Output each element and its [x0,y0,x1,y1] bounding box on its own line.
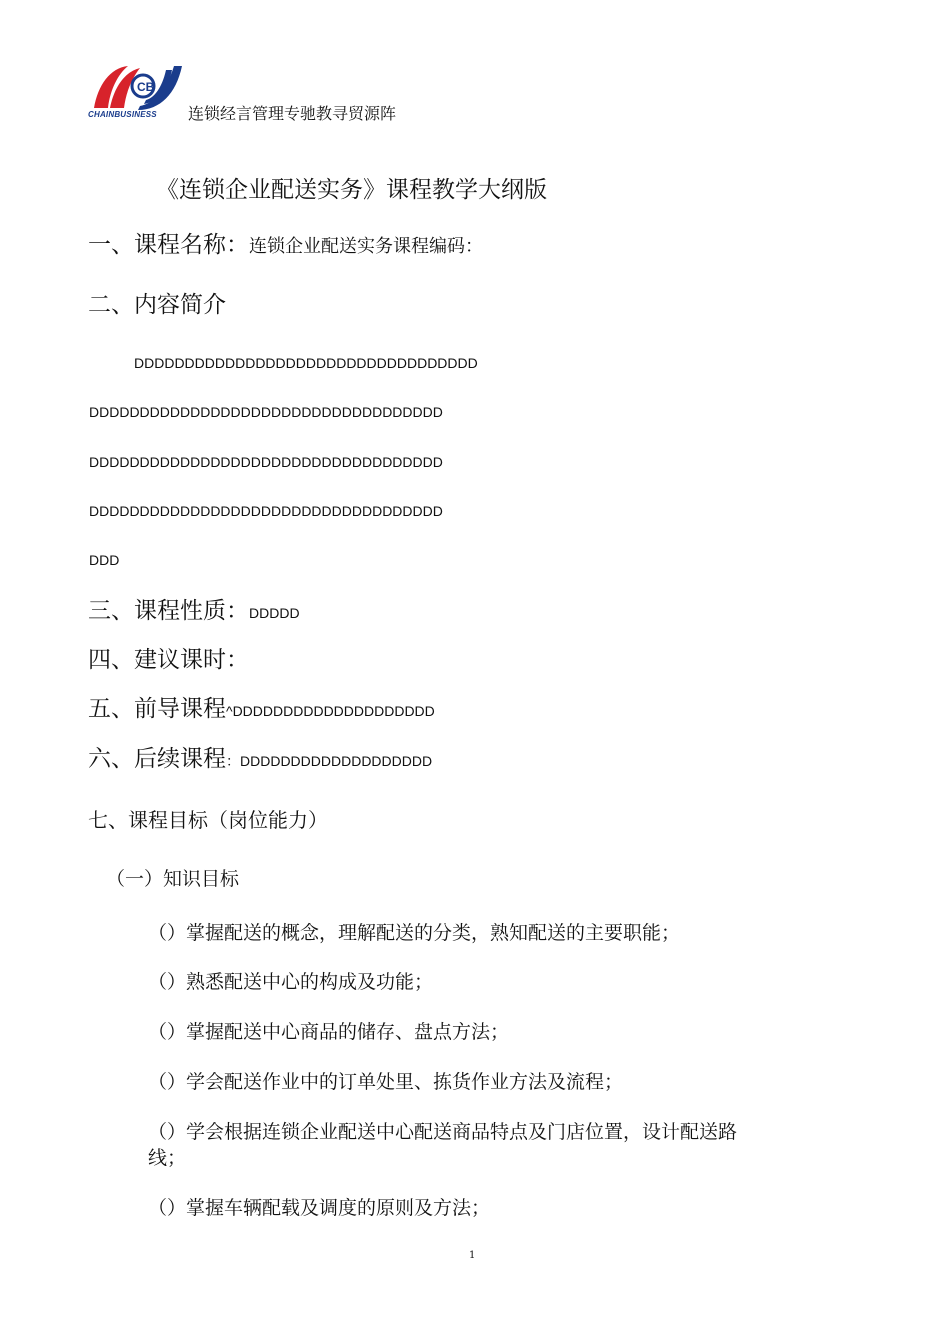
section-5-label: 五、前导课程 [88,696,226,722]
chainbusiness-logo [88,60,188,122]
section-7-heading: 七、课程目标（岗位能力） [88,808,328,832]
goal-item-5: （）学会根据连锁企业配送中心配送商品特点及门店位置，设计配送路 [148,1121,738,1143]
intro-line-5: DDD [89,552,120,568]
goal-item-3: （）掌握配送中心商品的储存、盘点方法； [148,1021,510,1043]
section-3-label: 三、课程性质： [88,598,249,624]
page-number: 1 [469,1250,476,1261]
section-4-heading: 四、建议课时： [88,647,249,673]
section-6-label: 六、后续课程 [88,746,226,772]
intro-line-2: DDDDDDDDDDDDDDDDDDDDDDDDDDDDDDDDDDD [89,404,443,420]
intro-line-1: DDDDDDDDDDDDDDDDDDDDDDDDDDDDDDDDDD [134,355,478,371]
logo-text: CHAINBUSINESS [88,110,157,119]
goal-item-2: （）熟悉配送中心的构成及功能； [148,971,434,993]
section-1-value: 连锁企业配送实务课程编码： [249,236,483,257]
document-title: 《连锁企业配送实务》课程教学大纲版 [156,177,547,203]
section-5-heading [88,690,435,723]
header-org-text: 连锁经言管理专驰教寻贸源阵 [188,104,397,123]
section-6-heading [88,740,432,773]
section-6-value: ：DDDDDDDDDDDDDDDDDDD [226,753,433,769]
goal-item-6: （）掌握车辆配载及调度的原则及方法； [148,1197,491,1219]
goal-item-1: （）掌握配送的概念，理解配送的分类，熟知配送的主要职能； [148,922,681,944]
intro-line-4: DDDDDDDDDDDDDDDDDDDDDDDDDDDDDDDDDDD [89,503,443,519]
knowledge-goals-heading: （一）知识目标 [106,868,240,890]
svg-text:CB: CB [137,80,155,94]
section-2-heading: 二、内容简介 [88,292,226,318]
section-5-value: ^DDDDDDDDDDDDDDDDDDDD [226,703,435,719]
section-1-label: 一、课程名称： [88,232,249,258]
section-1-heading [88,226,483,259]
goal-item-5-continued: 线； [148,1147,187,1169]
section-3-heading [88,592,300,625]
goal-item-4: （）学会配送作业中的订单处里、拣货作业方法及流程； [148,1071,624,1093]
logo-mark-icon [88,60,188,112]
intro-line-3: DDDDDDDDDDDDDDDDDDDDDDDDDDDDDDDDDDD [89,454,443,470]
section-3-value: DDDDD [249,605,300,621]
